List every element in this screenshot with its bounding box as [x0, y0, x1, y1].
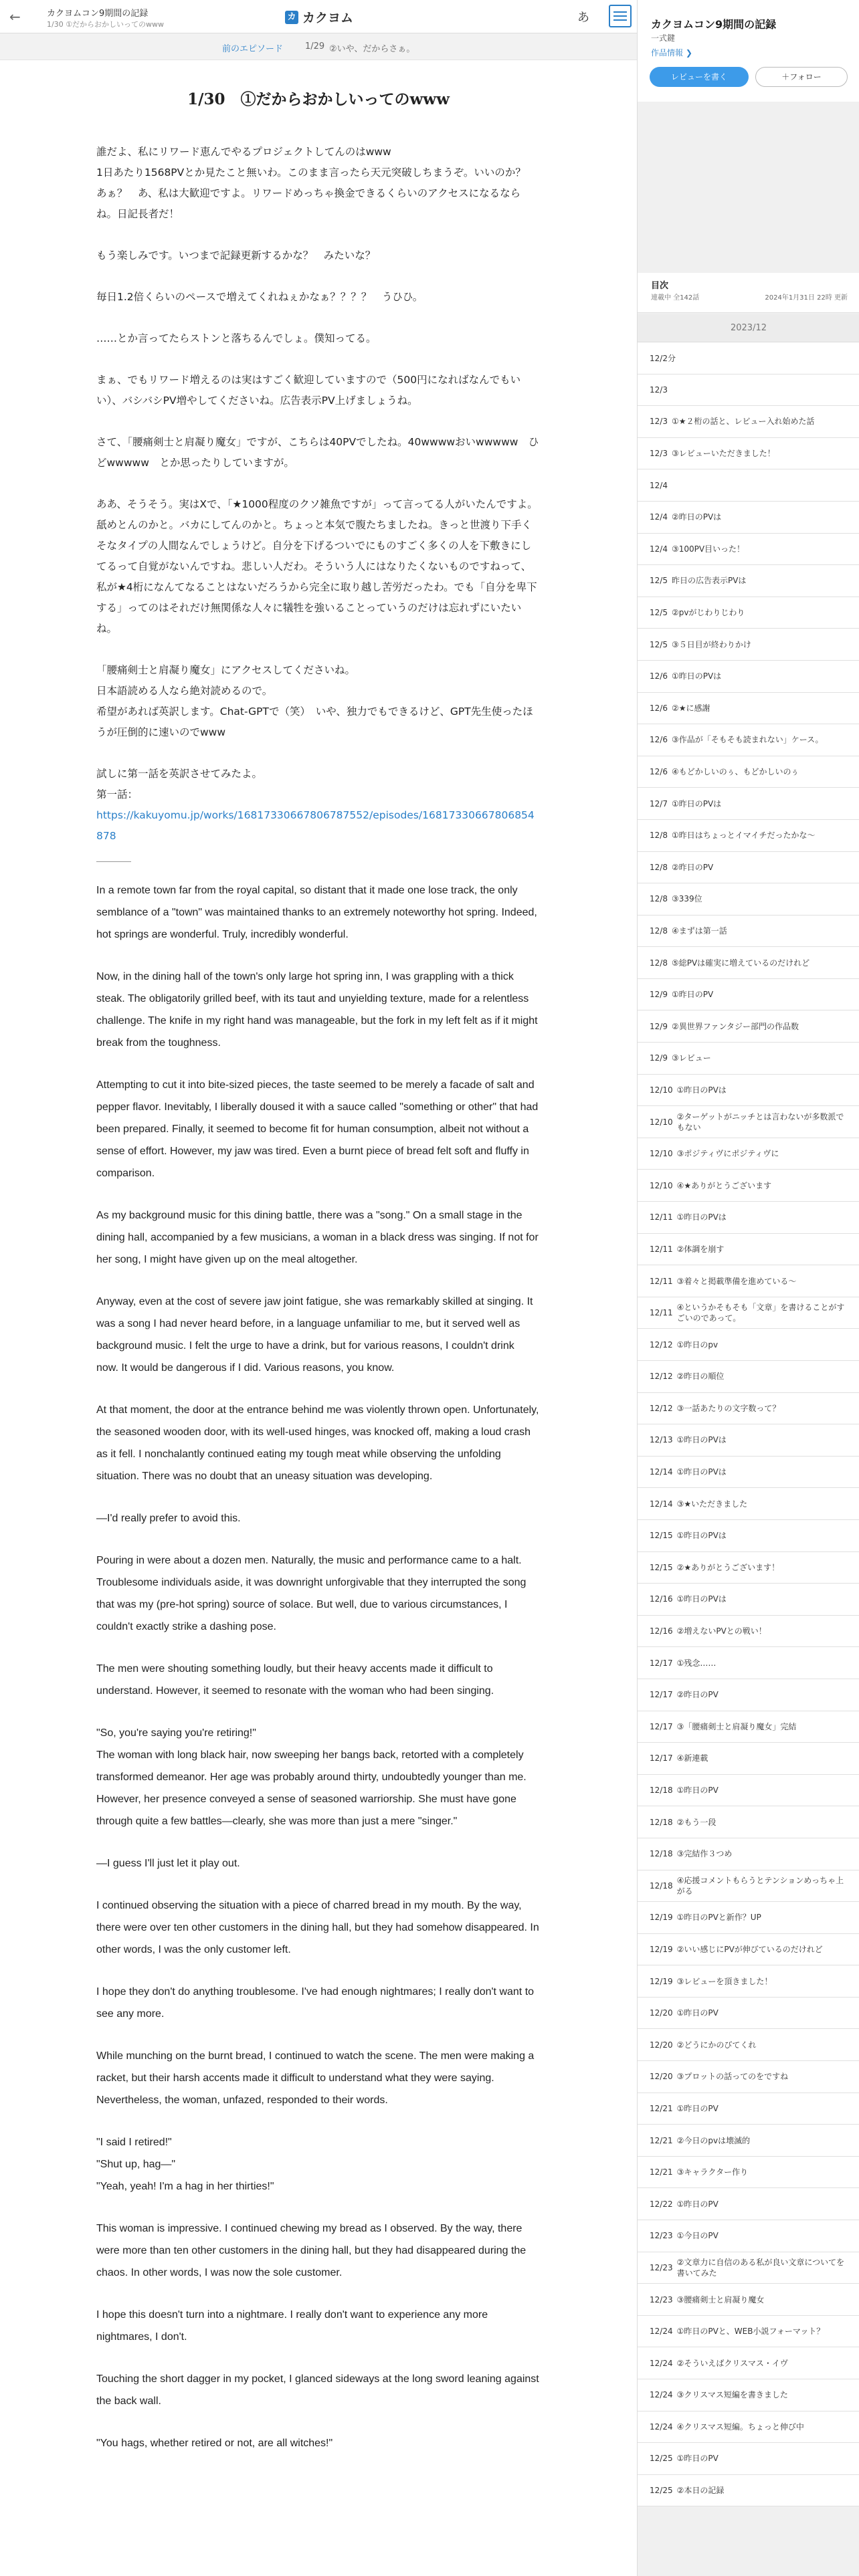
toc-month-heading[interactable]: 2023/12 [638, 314, 859, 342]
body-paragraph: The men were shouting something loudly, but their heavy accents made it difficult to understand. However, it seemed to resonate with the woman who had been singing. [96, 1663, 494, 1697]
toc-item[interactable] [638, 1775, 859, 1807]
toc-item[interactable] [638, 2252, 859, 2284]
toc-item-date: 12/15 [650, 1562, 673, 1572]
toc-item[interactable] [638, 788, 859, 820]
toc-item-date: 12/21 [650, 2135, 673, 2145]
toc-item[interactable] [638, 2220, 859, 2252]
toc-item[interactable] [638, 1010, 859, 1043]
toc-item-title: ①残念…… [676, 1658, 717, 1668]
work-info-link[interactable]: 作品情報 ❯ [651, 48, 692, 58]
body-paragraph: Now, in the dining hall of the town's only large hot spring inn, I was grappling with a thick steak. The obligatorily grilled beef, with its taut and unyielding texture, made for a relentless challenge. The knife in my right hand was manageable, but the fork in my left felt as if it might break from the toughness. [96, 971, 538, 1049]
body-paragraph: I hope they don't do anything troublesome. I've had enough nightmares; I really don't want to see any more. [96, 1986, 535, 2020]
toc-item[interactable] [638, 916, 859, 948]
toc-item[interactable] [638, 2443, 859, 2475]
toc-item[interactable] [638, 2316, 859, 2348]
toc-item-date: 12/16 [650, 1594, 673, 1604]
toc-item-title: ①今日のPV [676, 2231, 719, 2241]
toc-item-title: ③腰痛剣士と肩凝り魔女 [676, 2294, 765, 2304]
toc-item-date: 12/5 [650, 608, 668, 618]
toc-item-title: ①昨日のPVは [676, 1531, 727, 1541]
toc-item[interactable] [638, 1424, 859, 1457]
arrow-left-icon[interactable]: ← [9, 9, 21, 25]
body-paragraph: 誰だよ、私にリワード恵んでやるプロジェクトしてんのはwww 1日あたり1568PVとか見たこと無いわ。このまま言ったら天元突破しちまうぞ。いいのか？ あぁ？ あ、私は大歓迎ですよ。リワードめっちゃ換金できるくらいのアクセスになるならね。日記長者だ！ [96, 146, 537, 220]
toc-item-date: 12/5 [650, 576, 668, 586]
toc-item-title: ①昨日のPVは [676, 1085, 727, 1095]
toc-item-date: 12/11 [650, 1212, 673, 1222]
toc-header [638, 273, 859, 313]
body-paragraph: ―I guess I'll just let it play out. [96, 1858, 240, 1869]
toc-item-title: ①昨日のPVと、WEB小説フォーマット？ [676, 2327, 825, 2337]
toc-item-date: 12/8 [650, 894, 668, 904]
toc-item-date: 12/18 [650, 1881, 673, 1891]
toc-item[interactable] [638, 1743, 859, 1775]
episode-title: 1/30 ①だからおかしいってのwww [187, 90, 450, 108]
toc-item-title: ①昨日のPVは [671, 671, 722, 681]
toc-item-date: 12/10 [650, 1180, 673, 1190]
toc-item[interactable] [638, 629, 859, 661]
toc-item-date: 12/18 [650, 1849, 673, 1859]
toc-item-title: ④もどかしいのぅ、もどかしいのぅ [671, 767, 799, 777]
toc-item-date: 12/7 [650, 798, 668, 809]
toc-item-title: ②増えないPVとの戦い！ [676, 1626, 767, 1636]
episode-link[interactable]: https://kakuyomu.jp/works/16817330667806787552/episodes/16817330667806854878 [96, 809, 535, 842]
toc-item-date: 12/4 [650, 544, 668, 554]
toc-item-date: 12/11 [650, 1276, 673, 1286]
toc-item-title: ①昨日のpv [676, 1339, 719, 1350]
toc-item-date: 12/19 [650, 1944, 673, 1954]
toc-item[interactable] [638, 2029, 859, 2061]
toc-item[interactable] [638, 1234, 859, 1266]
toc-item-date: 12/8 [650, 958, 668, 968]
body-paragraph: Anyway, even at the cost of severe jaw joint fatigue, she was remarkably skilled at singing. It was a song I had never heard before, in a language unfamiliar to me, but it served well as background music. I felt the urge to have a drink, but for various reasons, I couldn't drink now. It would be dangerous if I did. Various reasons, you know. [96, 1296, 533, 1374]
toc-item[interactable] [638, 1520, 859, 1552]
toc-item-date: 12/9 [650, 1053, 668, 1063]
toc-item-date: 12/6 [650, 735, 668, 745]
toc-item-title: ①昨日のPV [676, 2454, 719, 2464]
toc-item-date: 12/6 [650, 703, 668, 713]
body-paragraph: I continued observing the situation with a piece of charred bread in my mouth. By the way, there were over ten other customers in the dining hall, but they had somehow disappeared. In other words, I was the only customer left. [96, 1900, 539, 1955]
toc-item-date: 12/12 [650, 1372, 673, 1382]
kakuyomu-logo-icon: カ [285, 11, 298, 24]
toc-item-title: ③キャラクター作り [676, 2167, 749, 2177]
toc-item-date: 12/20 [650, 2040, 673, 2050]
body-paragraph: 「腰痛剣士と肩凝り魔女」にアクセスしてくださいね。 日本語読める人なら絶対読めるので。 希望があれば英訳します。Chat-GPTで（笑） いや、独力でもできるけど、GPT先生使ったほうが圧倒的に速いのでwww [96, 664, 533, 738]
toc-item-title: ④まずは第一話 [671, 926, 727, 936]
toc-item-title: ①昨日のPVと新作？UP [676, 1913, 761, 1923]
toc-item-date: 12/10 [650, 1117, 673, 1127]
toc-item-title: ③100PV目いった！ [671, 544, 745, 554]
body-paragraph: "So, you're saying you're retiring!" The woman with long black hair, now sweeping her bangs back, retorted with a completely transformed demeanor. Her age was probably around thirty, undoubtedly younger than me. However, her presence conveyed a sense of seasoned warriorship. She must have gone through quite a few battles―clearly, she was more than just a mere "singer." [96, 1727, 527, 1827]
toc-item-date: 12/6 [650, 767, 668, 777]
toc-item-title: ③作品が「そもそも読まれない」ケース。 [671, 735, 824, 745]
body-paragraph: さて、「腰痛剣士と肩凝り魔女」ですが、こちらは40PVでしたね。40wwwwおいwwwww ひどwwwww とか思ったりしていますが。 [96, 436, 539, 469]
follow-button[interactable]: ＋フォロー [755, 67, 848, 87]
toc-item-date: 12/17 [650, 1753, 673, 1763]
toc-item[interactable] [638, 1170, 859, 1202]
toc-item[interactable] [638, 883, 859, 916]
toc-item-title: ③一話あたりの文字数って？ [676, 1403, 781, 1413]
body-paragraph: 試しに第一話を英訳させてみたよ。 第一話： https://kakuyomu.jp/works/16817330667806787552/episodes/16817330667806854878 [96, 768, 535, 842]
toc-item[interactable] [638, 1998, 859, 2030]
toc-item-date: 12/11 [650, 1308, 673, 1318]
toc-item-date: 12/2分 [650, 353, 676, 363]
font-toggle-label: あ [577, 11, 589, 25]
toc-item-title: ③クリスマス短編を書きました [676, 2390, 788, 2400]
toc-item-date: 12/20 [650, 2072, 673, 2082]
toc-item[interactable] [638, 1297, 859, 1329]
toc-item[interactable] [638, 693, 859, 725]
toc-item-title: ③339位 [671, 894, 702, 904]
toc-item[interactable] [638, 2061, 859, 2093]
prev-episode-link[interactable]: 前のエピソード [222, 44, 284, 54]
toc-item-title: ③ポジティヴにポジティヴに [676, 1149, 779, 1159]
toc-item[interactable] [638, 2475, 859, 2507]
toc-item-date: 12/24 [650, 2390, 673, 2400]
toc-item-title: ②異世界ファンタジー部門の作品数 [671, 1021, 799, 1031]
body-paragraph: 毎日1.2倍くらいのペースで増えてくれねぇかなぁ？？？？ うひひ。 [96, 291, 423, 303]
toc-item-title: ①昨日のPV [676, 2199, 719, 2209]
toc-item[interactable] [638, 597, 859, 629]
toc-item-date: 12/10 [650, 1149, 673, 1159]
toc-item-date: 12/24 [650, 2422, 673, 2432]
toc-item-title: ④クリスマス短編。ちょっと伸び中 [676, 2422, 804, 2432]
toc-item-date: 12/14 [650, 1467, 673, 1477]
toc-item[interactable] [638, 1393, 859, 1425]
toc-item[interactable] [638, 1679, 859, 1711]
body-paragraph: In a remote town far from the royal capital, so distant that it made one lose track, the only semblance of a "town" was maintained thanks to an extremely noteworthy hot spring. Indeed, hot springs are wonderful. Truly, incredibly wonderful. [96, 885, 537, 940]
toc-item[interactable] [638, 534, 859, 566]
toc-item-date: 12/25 [650, 2486, 673, 2496]
body-paragraph: I hope this doesn't turn into a nightmare. I really don't want to experience any more nightmares, I don't. [96, 2309, 488, 2343]
toc-item-title: ③「腰痛剣士と肩凝り魔女」完結 [676, 1721, 797, 1731]
toc-item-title: ②文章力に自信のある私が良い文章についてを書いてみた [676, 2257, 845, 2278]
body-paragraph: While munching on the burnt bread, I continued to watch the scene. The men were making a racket, but their harsh accents made it difficult to understand what they were saying. Nevertheless, the woman, unfazed, responded to their words. [96, 2050, 535, 2106]
toc-item-title: ①昨日のPV [676, 2103, 719, 2113]
toc-item[interactable] [638, 2125, 859, 2157]
body-paragraph: もう楽しみです。いつまで記録更新するかな？ みたいな？ [96, 249, 376, 261]
toc-item-date: 12/13 [650, 1435, 673, 1445]
toc-item[interactable] [638, 502, 859, 534]
site-logo[interactable] [285, 8, 353, 26]
episode-subtitle: 1/30 ①だからおかしいってのwww [47, 20, 165, 29]
toc-item-date: 12/25 [650, 2454, 673, 2464]
toc-item[interactable] [638, 1138, 859, 1170]
toc-item-title: ④というかそもそも「文章」を書けることがすごいのであって。 [676, 1303, 845, 1323]
toc-item[interactable] [638, 1106, 859, 1138]
body-paragraph: As my background music for this dining battle, there was a "song." On a small stage in the dining hall, accompanied by a few musicians, a woman in a black dress was singing. If not for her song, I might have given up on the meal altogether. [96, 1210, 539, 1265]
toc-item-title: ②どうにかのびてくれ [676, 2040, 757, 2050]
toc-item-date: 12/4 [650, 512, 668, 522]
toc-item-date: 12/18 [650, 1786, 673, 1796]
toc-label: 目次 [651, 281, 669, 291]
body-paragraph: Touching the short dagger in my pocket, I glanced sideways at the long sword leaning against the back wall. [96, 2373, 539, 2407]
episode-count: 連載中 全142話 [651, 294, 700, 302]
toc-item-date: 12/21 [650, 2167, 673, 2177]
toc-item[interactable] [638, 1584, 859, 1616]
toc-item[interactable] [638, 1806, 859, 1838]
toc-item-date: 12/14 [650, 1499, 673, 1509]
toc-item-title: ②昨日のPV [676, 1690, 719, 1700]
toc-item[interactable] [638, 724, 859, 756]
toc-item[interactable] [638, 1265, 859, 1297]
toc-item-title: ④★ありがとうございます [676, 1180, 772, 1190]
toc-item-date: 12/20 [650, 2008, 673, 2018]
section-divider [96, 861, 131, 862]
toc-item-date: 12/12 [650, 1339, 673, 1350]
toc-item[interactable] [638, 1361, 859, 1393]
toc-item-title: ①昨日のPVは [676, 1467, 727, 1477]
toc-item-date: 12/23 [650, 2294, 673, 2304]
toc-item-date: 12/8 [650, 926, 668, 936]
toc-item-date: 12/15 [650, 1531, 673, 1541]
toc-item[interactable] [638, 1711, 859, 1743]
toc-item-date: 12/9 [650, 1021, 668, 1031]
toc-item-title: ⑤総PVは確実に増えているのだけれど [671, 958, 810, 968]
toc-item[interactable] [638, 1870, 859, 1903]
toc-item-title: ②今日のpvは壊滅的 [676, 2135, 751, 2145]
toc-item-title: ②いい感じにPVが伸びているのだけれど [676, 1944, 823, 1954]
toc-item[interactable] [638, 1838, 859, 1870]
toc-item-title: ①昨日のPVは [676, 1212, 727, 1222]
toc-item-date: 12/3 [650, 385, 668, 395]
toc-item-date: 12/4 [650, 480, 668, 490]
sidebar [637, 0, 859, 2576]
toc-item-title: ②もう一段 [676, 1817, 717, 1827]
toc-item-title: ②昨日のPVは [671, 512, 722, 522]
toc-item[interactable] [638, 979, 859, 1011]
toc-item-title: 昨日の広告表示PVは [671, 576, 747, 586]
toc-item-date: 12/10 [650, 1085, 673, 1095]
episode-position: 1/29 [305, 41, 325, 51]
write-review-button[interactable]: レビューを書く [650, 67, 749, 87]
toc-item-date: 12/6 [650, 671, 668, 681]
toc-item[interactable] [638, 947, 859, 979]
toc-item-date: 12/19 [650, 1913, 673, 1923]
toc-item[interactable] [638, 1075, 859, 1107]
toc-item[interactable] [638, 438, 859, 470]
toc-item-title: ②ターゲットがニッチとは言わないが多数派でもない [676, 1111, 844, 1132]
toc-item-title: ③★いただきました [676, 1499, 748, 1509]
toc-item[interactable] [638, 2284, 859, 2316]
toc-item-title: ①昨日のPV [676, 1786, 719, 1796]
body-paragraph: ……とか言ってたらストンと落ちるんでしょ。僕知ってる。 [96, 332, 377, 344]
body-paragraph: Pouring in were about a dozen men. Naturally, the music and performance came to a halt. Troublesome individuals aside, it was downright unforgivable that they interrupted the song that was my (pre-hot spring) source of solace. But well, due to various circumstances, I couldn't exactly strike a dashing pose. [96, 1555, 527, 1632]
toc-item[interactable] [638, 1965, 859, 1998]
toc-item[interactable] [638, 2347, 859, 2379]
toc-item-date: 12/17 [650, 1658, 673, 1668]
toc-item-date: 12/9 [650, 990, 668, 1000]
toc-item-title: ①昨日のPV [671, 990, 714, 1000]
author-name[interactable]: 一式鍵 [651, 33, 676, 43]
toc-item[interactable] [638, 1457, 859, 1489]
toc-item[interactable] [638, 1488, 859, 1520]
work-info-panel [638, 0, 859, 102]
toc-item-title: ①昨日のPV [676, 2008, 719, 2018]
toc-item[interactable] [638, 1552, 859, 1584]
toc-item-title: ④新連載 [676, 1753, 708, 1763]
toc-item-date: 12/19 [650, 1976, 673, 1986]
toc-item-title: ③レビューいただきました！ [671, 449, 775, 459]
toc-item-date: 12/23 [650, 2231, 673, 2241]
toc-item[interactable] [638, 1647, 859, 1679]
english-translation [96, 879, 539, 2454]
toc-item[interactable] [638, 2157, 859, 2189]
logo-text: カクヨム [302, 11, 354, 25]
toc-item-date: 12/3 [650, 417, 668, 427]
toc-item-date: 12/17 [650, 1690, 673, 1700]
last-updated: 2024年1月31日 22時 更新 [765, 294, 848, 302]
toc-item-title: ③５日目が終わりかけ [671, 639, 751, 649]
work-title[interactable]: カクヨムコン9期間の記録 [47, 9, 149, 19]
toc-item-title: ②昨日の順位 [676, 1372, 725, 1382]
toc-item[interactable] [638, 374, 859, 407]
toc-item-title: ②昨日のPV [671, 862, 714, 872]
body-paragraph: "You hags, whether retired or not, are all witches!" [96, 2438, 333, 2449]
toc-item-title: ②体調を崩す [676, 1244, 725, 1254]
toc-item[interactable] [638, 565, 859, 597]
toc-item-date: 12/24 [650, 2358, 673, 2368]
toc-item-title: ②★に感謝 [671, 703, 710, 713]
body-paragraph: ああ、そうそう。実はXで、「★1000程度のクソ雑魚ですが」って言ってる人がいたんですよ。舐めとんのかと。バカにしてんのかと。ちょっと本気で腹たちましたね。きっと世渡り下手くそなタイプの人間なんでしょうけど。自分を下げるついでにものすごく多くの人を下敷きにしてるって自覚がないんですね。悲しい人だわ。そういう人にはなりたくないものですねって、私が★4桁になんてなることはないだろうから完全に取り越し苦労だったわ。でも「自分を卑下する」ってのはそれだけ無関係な人々に犠牲を強いることっていうのだけは忘れずにいたいね。 [96, 498, 538, 635]
toc-item[interactable] [638, 469, 859, 502]
toc-item-title: ③着々と掲載準備を進めている〜 [676, 1276, 797, 1286]
toc-item[interactable] [638, 1043, 859, 1075]
toc-list [638, 342, 859, 2506]
toc-item-date: 12/17 [650, 1721, 673, 1731]
font-setting-button[interactable] [577, 8, 589, 25]
toc-item-date: 12/22 [650, 2199, 673, 2209]
toc-item[interactable] [638, 1202, 859, 1234]
toc-item[interactable] [638, 2411, 859, 2444]
body-paragraph: "I said I retired!" "Shut up, hag―" "Yeah, yeah! I'm a hag in her thirties!" [96, 2137, 274, 2192]
toc-item-title: ③レビュー [671, 1053, 711, 1063]
toc-item[interactable] [638, 2188, 859, 2220]
toc-item-title: ④応援コメントもらうとテンションめっちゃ上がる [676, 1875, 844, 1896]
episode-body [96, 142, 539, 2474]
toc-item[interactable] [638, 852, 859, 884]
toc-item-date: 12/16 [650, 1626, 673, 1636]
toc-item-title: ①昨日のPVは [671, 798, 722, 809]
toc-item-title: ③プロットの話ってのをですね [676, 2072, 789, 2082]
toc-item-date: 12/8 [650, 831, 668, 841]
toc-item-date: 12/23 [650, 2262, 673, 2272]
body-paragraph: Attempting to cut it into bite-sized pieces, the taste seemed to be merely a facade of salt and pepper flavor. Inevitably, I liberally doused it with a sauce called "something or other" that had been prepared. Finally, it seemed to become fit for human consumption, albeit not without a sense of effort. However, my jaw was tired. Even a burnt piece of bread felt soft and fluffy in comparison. [96, 1079, 539, 1179]
toc-item-title: ①★２桁の話と、レビュー入れ始めた話 [671, 417, 815, 427]
toc-item[interactable] [638, 406, 859, 438]
toc-item[interactable] [638, 2379, 859, 2411]
current-episode-label[interactable]: ②いや、だからさぁ。 [329, 44, 415, 54]
toc-item-date: 12/8 [650, 862, 668, 872]
toc-item-title: ①昨日のPVは [676, 1435, 727, 1445]
toc-item-date: 12/3 [650, 449, 668, 459]
toc-item-date: 12/18 [650, 1817, 673, 1827]
toc-item[interactable] [638, 756, 859, 788]
toc-item-title: ②★ありがとうございます！ [676, 1562, 780, 1572]
toc-item[interactable] [638, 2093, 859, 2125]
body-paragraph: This woman is impressive. I continued chewing my bread as I observed. By the way, there were more than ten other customers in the dining hall, but they had disappeared during the chaos. In other words, I was now the sole customer. [96, 2223, 527, 2278]
toc-item-title: ①昨日はちょっとイマイチだったかな〜 [671, 831, 816, 841]
toc-item-title: ②そういえばクリスマス・イヴ [676, 2358, 788, 2368]
toc-item-title: ③レビューを頂きました！ [676, 1976, 773, 1986]
sidebar-work-title[interactable]: カクヨムコン9期間の記録 [651, 18, 777, 31]
toc-item-title: ①昨日のPVは [676, 1594, 727, 1604]
toc-item-date: 12/5 [650, 639, 668, 649]
toc-item[interactable] [638, 342, 859, 374]
toc-item[interactable] [638, 1902, 859, 1934]
episode-nav [0, 33, 637, 60]
toc-item-title: ②本日の記録 [676, 2486, 725, 2496]
body-paragraph: ―I'd really prefer to avoid this. [96, 1513, 241, 1524]
toc-item[interactable] [638, 1329, 859, 1361]
toc-item-date: 12/12 [650, 1403, 673, 1413]
toc-item-title: ②pvがじわりじわり [671, 608, 745, 618]
toc-item-date: 12/11 [650, 1244, 673, 1254]
toc-item[interactable] [638, 1934, 859, 1966]
body-paragraph: まぁ、でもリワード増えるのは実はすごく歓迎していますので（500円になればなんでもいい）、バシバシPV増やしてくださいね。広告表示PV上げましょうね。 [96, 374, 521, 407]
menu-icon[interactable] [609, 5, 632, 27]
toc-item[interactable] [638, 820, 859, 852]
toc-item-date: 12/24 [650, 2327, 673, 2337]
body-paragraph: At that moment, the door at the entrance behind me was violently thrown open. Unfortunately, the seasoned wooden door, with its well-used hinges, was knocked off, making a loud crash as it fell. I nonchalantly continued eating my tough meat while observing the unfolding situation. There was no doubt that an uneasy situation was developing. [96, 1404, 539, 1482]
toc-item-title: ③完結作３つめ [676, 1849, 733, 1859]
toc-item[interactable] [638, 1616, 859, 1648]
toc-item[interactable] [638, 661, 859, 693]
toc-item-date: 12/21 [650, 2103, 673, 2113]
